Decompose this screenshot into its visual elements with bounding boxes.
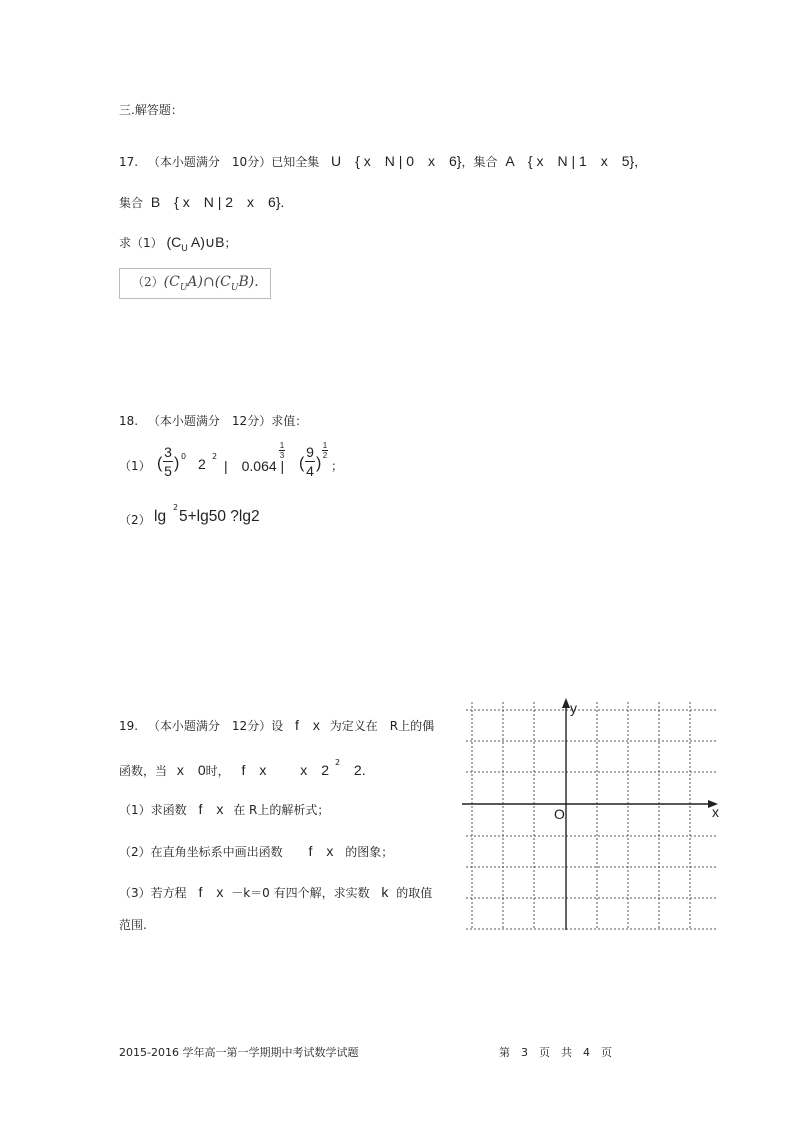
q19-sub3-k: k (381, 884, 389, 900)
footer-page-number: 第 3 页 共 4 页 (499, 1046, 612, 1059)
q19-rhs: x 2 (300, 762, 329, 778)
q17-period: . (280, 194, 285, 210)
q18-paren-close-2: ) (316, 455, 322, 472)
q17-part1-expr: ($C_U$ A)∪B (166, 234, 225, 253)
q18-p2-label: （2） (119, 513, 151, 527)
q19-sub1 (119, 799, 329, 819)
q17-comma-2: ， (634, 155, 647, 169)
q17-line1 (119, 151, 646, 171)
q17-ask-prefix: 求（1） (119, 236, 163, 250)
q18-frac-3-5: 3 5 (164, 444, 172, 479)
q19-condition: x 0 (176, 762, 206, 778)
q18-line1 (119, 412, 307, 429)
q18-p1-label: （1） (119, 459, 151, 473)
q19-rhs-exp: 2 (335, 758, 341, 767)
x-axis-label: x (712, 804, 719, 820)
q19-fx: f x (295, 717, 320, 733)
q19-points: （本小题满分 12分）设 (147, 719, 284, 733)
q19-sub2 (119, 841, 393, 861)
footer-title: 2015-2016 学年高一第一学期期中考试数学试题 (119, 1046, 359, 1059)
q18-exp-1-3: 1 3 (279, 441, 285, 460)
q19-period: . (361, 762, 366, 778)
q17-universal-set: U { x N | 0 x 6} (331, 153, 462, 169)
q17-part2-image (119, 268, 271, 299)
q18-exp-2: 2 (212, 452, 218, 461)
q18-exp-0: 0 (181, 452, 187, 461)
grid-lines (466, 702, 718, 930)
coordinate-grid-svg (462, 696, 722, 932)
y-axis-arrow (562, 698, 570, 708)
q18-paren-open-1: ( (157, 455, 163, 472)
q18-paren-close-1: ) (174, 455, 180, 472)
q18-p2-exp: 2 (173, 503, 179, 512)
q19-line1-rest: 为定义在 R上的偶 (329, 719, 435, 733)
q19-sub2-rest: 的图象； (345, 845, 394, 859)
q19-sub2-fx: f x (308, 843, 334, 859)
q19-line2 (119, 758, 366, 780)
q18-term-2: 2 (198, 456, 206, 472)
q18-exp-1-2: 1 2 (322, 441, 328, 460)
coordinate-grid (462, 696, 722, 932)
q19-sub3-text: （3）若方程 (119, 886, 187, 900)
q17-part1-end: ； (224, 236, 237, 250)
q17-points: （本小题满分 10分）已知全集 (147, 155, 320, 169)
q19-sub3-fx: f x (198, 884, 224, 900)
q19-fx-2: f x (241, 762, 267, 778)
q18-frac-9-4: 9 4 (306, 444, 314, 479)
q19-line2-b: 时， (205, 764, 230, 778)
q18-points: （本小题满分 12分）求值： (147, 414, 308, 428)
q19-sub3-line2: 范围. (119, 918, 147, 932)
q18-paren-open-2: ( (299, 455, 305, 472)
q17-set-a: A { x N | 1 x 5} (505, 153, 635, 169)
q19-line2-a: 函数，当 (119, 764, 168, 778)
q17-set-b-prefix: 集合 (119, 196, 144, 210)
q17-set-b: B { x N | 2 x 6} (150, 194, 281, 210)
q17-number: 17. (119, 155, 139, 169)
q19-line1 (119, 715, 434, 735)
q19-rhs-end: 2 (353, 762, 362, 778)
q17-line2 (119, 192, 284, 212)
q19-number: 19. (119, 719, 139, 733)
q18-p2-expr: 5+lg50 ?lg2 (179, 508, 260, 525)
q19-sub3-rest: －k＝0 有四个解，求实数 (231, 886, 370, 900)
q17-part2-expr: $(2)(C_UA)\cap(C_UB)$. (132, 274, 259, 293)
q19-sub2-text: （2）在直角坐标系中画出函数 (119, 845, 283, 859)
q19-sub1-text: （1）求函数 (119, 803, 187, 817)
y-axis-label: y (570, 700, 577, 716)
section-title: 三.解答题： (119, 103, 183, 117)
q17-comma: ，集合 (461, 155, 498, 169)
q19-sub3-end: 的取值 (396, 886, 433, 900)
q19-sub1-rest: 在 R上的解析式； (233, 803, 330, 817)
origin-label: O (554, 806, 565, 822)
q18-number: 18. (119, 414, 139, 428)
q18-term-0064: | 0.064 | (224, 458, 285, 474)
q17-part1 (119, 234, 236, 253)
q19-sub3 (119, 882, 432, 902)
q18-semicolon: ； (331, 459, 344, 473)
q19-sub1-fx: f x (198, 801, 224, 817)
q18-p2-lg: lg (154, 508, 167, 525)
